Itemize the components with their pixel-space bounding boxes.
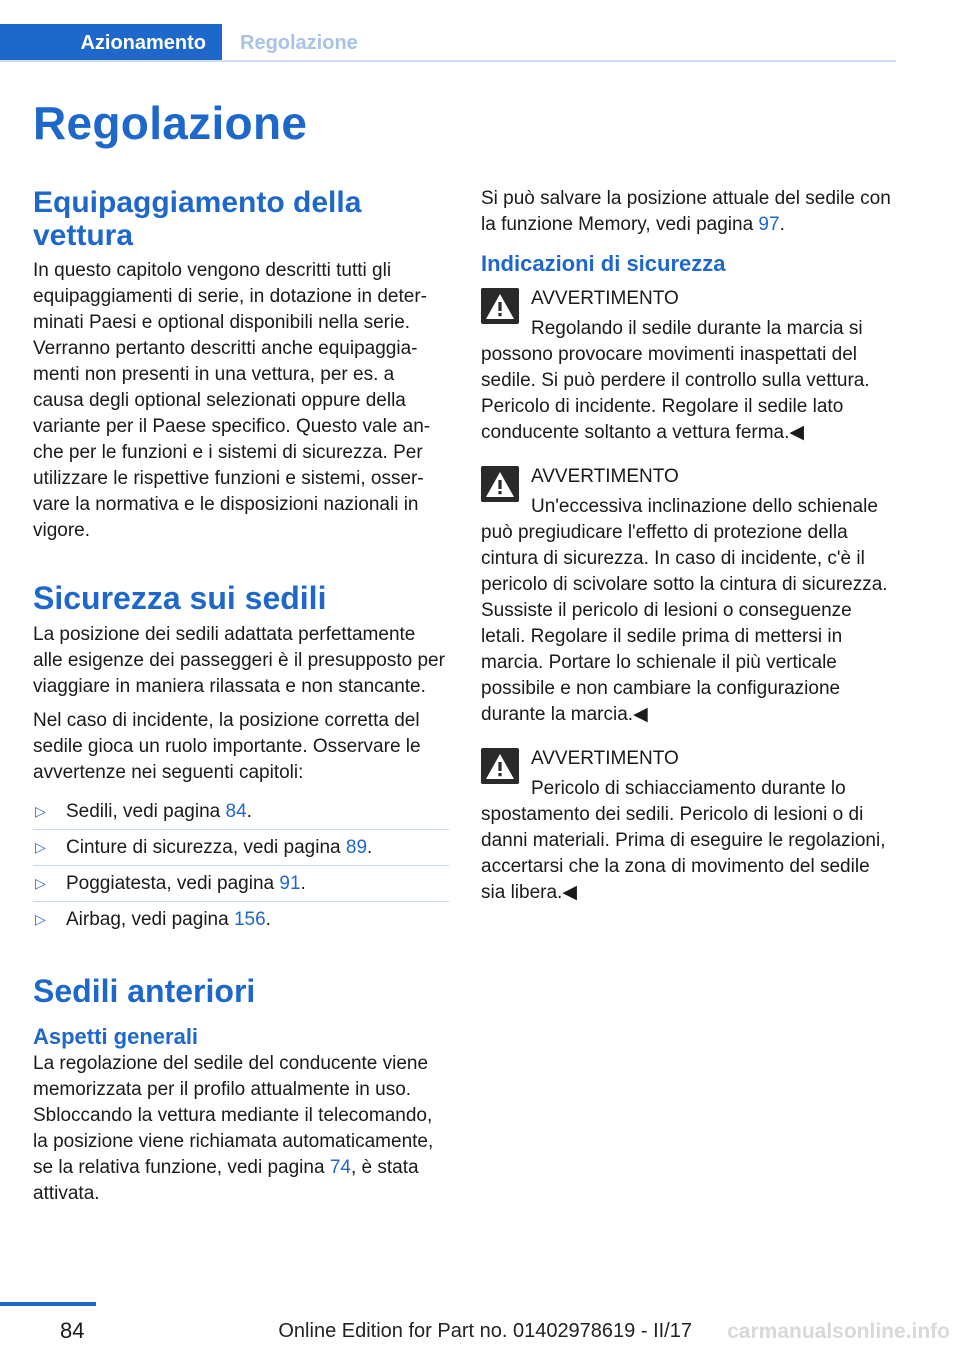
warning-icon [481,748,519,784]
page-link[interactable]: 84 [225,801,247,822]
seat-safety-paragraph-1: La posizione dei sedili adattata perfettamente alle esigenze dei passeggeri è il presupposto per viaggiare in maniera rilassata e non stancante. [33,624,445,697]
front-seats-heading: Sedili anteriori [33,973,256,1009]
page-link[interactable]: 91 [279,873,301,894]
tab-regolazione[interactable]: Regolazione [240,31,358,54]
equipment-text: In questo capitolo vengono descritti tutti gli equipaggiamenti di serie, in dotazione in determinati Paesi e optional disponibili nella serie. Verranno pertanto descritti anche equipaggiamenti non presenti in una vettura, per es. a causa degli optional selezionati oppure della variante per il Paese specifico. Questo vale anche per le funzioni e i sistemi di sicurezza. Per utilizzare le rispettive funzioni e sistemi, osservare la normativa e le disposizioni nazionali in vigore. [33,260,431,541]
list-item: ▷ Cinture di sicurezza, vedi pagina 89. [33,830,449,866]
tab-azionamento[interactable]: Azionamento [0,24,222,62]
equipment-heading: Equipaggiamento della vettura [33,186,362,252]
triangle-bullet-icon: ▷ [35,839,46,855]
warning-icon [481,288,519,324]
warning-text: può pregiudicare l'effetto di protezione della cintura di sicurezza. In caso di incidente, c'è il pericolo di scivolare sotto la cintura di sicurezza. Sussiste il pericolo di lesioni o conseguenze letali. Regolare il sedile prima di mettersi in marcia. Portare lo schienale il più verticale possibile e non cambiare la configurazione durante la marcia.◀ [481,522,888,725]
warning-title: AVVERTIMENTO [531,748,679,769]
warning-title: AVVERTIMENTO [531,288,679,309]
warning-block [481,286,896,446]
warning-block [481,464,896,728]
header-rule [0,60,896,62]
warning-first-line: Regolando il sedile durante la marcia si [531,318,863,339]
left-column [33,186,449,1215]
page-link[interactable]: 97 [758,214,780,235]
list-item: ▷ Sedili, vedi pagina 84. [33,794,449,830]
safety-notes-heading: Indicazioni di sicurezza [481,251,726,276]
page-link[interactable]: 156 [233,909,266,930]
general-aspects-text: La regolazione del sedile del conducente viene memorizzata per il profilo attualmente in uso. Sbloccando la vettura mediante il telecomando, la posizione viene richiamata automaticamente, se la relativa funzione, vedi pagina 74, è stata attivata. [33,1053,434,1204]
warning-text: spostamento dei sedili. Pericolo di lesioni o di danni materiali. Prima di eseguire le regolazioni, accertarsi che la zona di movimento del sedile sia libera.◀ [481,804,886,903]
page-link[interactable]: 74 [329,1157,351,1178]
watermark: carmanualsonline.info [727,1320,950,1343]
triangle-bullet-icon: ▷ [35,911,46,927]
seat-safety-heading: Sicurezza sui sedili [33,580,327,616]
footer-rule [0,1302,96,1306]
list-item: ▷ Airbag, vedi pagina 156. [33,902,449,937]
seat-safety-paragraph-2: Nel caso di incidente, la posizione corretta del sedile gioca un ruolo importante. Osservare le avvertenze nei seguenti capitoli: [33,710,421,783]
warning-icon [481,466,519,502]
warning-text: possono provocare movimenti inaspettati del sedile. Si può perdere il controllo sulla vettura. Pericolo di incidente. Regolare il sedile lato conducente soltanto a vettura ferma.◀ [481,344,870,443]
memory-text: Si può salvare la posizione attuale del sedile con la funzione Memory, vedi pagina 97. [481,188,891,235]
page-link[interactable]: 89 [345,837,368,858]
chapter-reference-list [33,794,449,937]
triangle-bullet-icon: ▷ [35,803,46,819]
right-column [481,186,896,924]
triangle-bullet-icon: ▷ [35,875,46,891]
warning-block [481,746,896,906]
warning-first-line: Pericolo di schiacciamento durante lo [531,778,846,799]
edition-text: Online Edition for Part no. 01402978619 - II/17 [278,1320,692,1342]
list-item: ▷ Poggiatesta, vedi pagina 91. [33,866,449,902]
general-aspects-heading: Aspetti generali [33,1024,199,1049]
warning-first-line: Un'eccessiva inclinazione dello schienale [531,496,878,517]
warning-title: AVVERTIMENTO [531,466,679,487]
page-number: 84 [60,1318,85,1343]
chapter-header [0,24,896,62]
page-title: Regolazione [33,97,308,149]
